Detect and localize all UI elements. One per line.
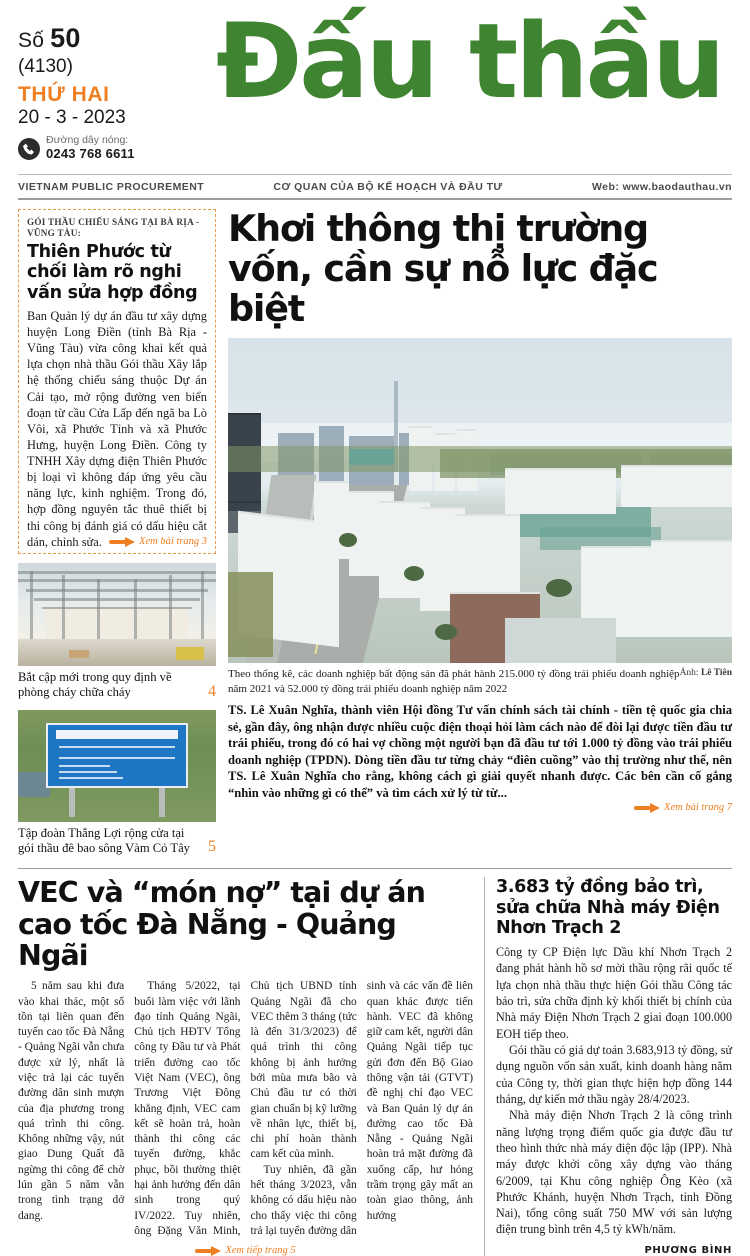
bottom-left-story	[18, 877, 485, 1256]
arrow-right-icon	[109, 537, 135, 546]
thumb-page-2: 5	[208, 838, 216, 856]
bottom-left-body	[18, 979, 473, 1239]
jump-link-continue-page5[interactable]	[195, 1245, 295, 1256]
masthead-logo-block	[214, 2, 732, 122]
masthead	[18, 0, 732, 170]
arrow-right-icon	[195, 1246, 221, 1255]
bottom-right-body	[496, 944, 732, 1238]
issue-code: (4130)	[18, 55, 73, 77]
paragraph: Công ty CP Điện lực Dầu khí Nhơn Trạch 2 đang phát hành hồ sơ mời thầu rộng rãi quốc tế lựa chọn nhà thầu thực hiện Gói thầu Công tác bảo trì, sửa chữa định kỳ khối thiết bị chính của Nhà máy Điện Nhơn Trạch 2 giai đoạn 100.000 EOH tiếp theo.	[496, 945, 732, 1041]
bottom-left-headline[interactable]: VEC và “món nợ” tại dự án cao tốc Đà Nẵng - Quảng Ngãi	[18, 876, 426, 972]
masthead-issue-block	[18, 18, 214, 162]
issue-line	[18, 24, 214, 54]
arrow-right-icon	[634, 803, 660, 812]
boxed-article-body: Ban Quản lý dự án đầu tư xây dựng huyện Long Điền (tỉnh Bà Rịa - Vũng Tàu) vừa công khai kết quả lựa chọn nhà thầu Gói thầu Xây lắp hệ thống chiếu sáng thuộc Dự án Cải tạo, mở rộng đường ven biển đoạn từ cầu Cửa Lấp đến ngã ba Lò Vôi, xã Phước Tỉnh và xã Phước Hưng, huyện Long Điền. Công ty TNHH Xây dựng điện Thiên Phước bị loại vì không đáp ứng yêu cầu năng lực, kinh nghiệm. Trong đó, hợp đồng nguyên tắc thuê thiết bị thi công bị đánh giá có dấu hiệu cắt dán, chỉnh sửa.	[27, 308, 207, 549]
left-column	[18, 209, 216, 856]
weekday: THỨ HAI	[18, 82, 110, 106]
boxed-article[interactable]	[18, 209, 216, 554]
paragraph: Gói thầu có giá dự toán 3.683,913 tỷ đồng, sử dụng nguồn vốn sản xuất, kinh doanh hàng năm của Công ty, thời gian thực hiện hợp đồng 144 tháng, dự kiến mở thầu ngày 28/4/2023.	[496, 1043, 732, 1106]
lead-headline[interactable]: Khơi thông thị trường vốn, cần sự nỗ lực đặc biệt	[228, 207, 658, 331]
issue-number: 50	[50, 23, 81, 53]
jump-link-page7[interactable]	[634, 802, 732, 813]
lower-section	[18, 869, 732, 1256]
masthead-footer	[18, 175, 732, 198]
warehouse-interior-photo	[18, 563, 216, 666]
bottom-left-jump-row	[18, 1245, 473, 1256]
hotline	[18, 135, 214, 161]
photo-credit-label: Ảnh:	[679, 668, 699, 679]
thumb-caption-text-2: Tập đoàn Thắng Lợi rộng cửa tại gói thầu đê bao sông Vàm Cỏ Tây	[18, 825, 190, 855]
thumb-caption-text-1: Bắt cập mới trong quy định về phòng cháy chữa cháy	[18, 669, 172, 700]
lead-jump-row	[228, 802, 732, 813]
agency-name: CƠ QUAN CỦA BỘ KẾ HOẠCH VÀ ĐẦU TƯ	[273, 181, 503, 193]
bottom-right-byline: PHƯƠNG BÌNH	[644, 1244, 732, 1256]
issue-label: Số	[18, 29, 45, 52]
thumb-caption-1	[18, 670, 216, 701]
paragraph: 5 năm sau khi đưa vào khai thác, một số tồn tại liên quan đến tuyến cao tốc Đà Nẵng - Quảng Ngãi vẫn chưa được xử lý, nhất là việc trả lại các tuyến đường dân sinh mượn của địa phương trong quá trình thi công. Không những vậy, nút giao Dung Quất đã ngừng thi công để chờ lún gần 5 năm vẫn trong tình trạng dở dang.	[18, 980, 125, 1222]
jump-link-label: Xem bài trang 3	[139, 535, 207, 547]
photo-credit-name: Lê Tiên	[700, 668, 732, 679]
paragraph: Tháng 5/2022, tại buổi làm việc với lãnh đạo tỉnh Quảng Ngãi, Chủ tịch HĐTV Tổng công ty Đầu tư và Phát triển đường cao tốc Việt Nam (VEC), ông Trương Việt Đông khẳng định, VEC cam kết sẽ hoàn trả, hoàn thành thi công các tuyến đường, khắc phục, bồi thường thiệt hại ảnh hưởng đến dân sinh trong quý IV/2022. Tuy nhiên, ông Đặng Văn Minh, Chủ tịch UBND tỉnh Quảng Ngãi đã cho VEC thêm 3 tháng (tức là đến 31/3/2023) để quá trình thi công không bị ảnh hưởng bởi mùa mưa bão và Chủ đầu tư có thời gian chuẩn bị kỹ lưỡng về nhân lực, thiết bị, chi phí hoàn thành cam kết của mình.	[134, 980, 357, 1237]
paragraph: Nhà máy điện Nhơn Trạch 2 là công trình năng lượng trọng điểm quốc gia được đầu tư theo hình thức nhà máy điện độc lập (IPP). Nhà máy được khởi công xây dựng vào tháng 6/2009, tại Khu công nghiệp Ông Kèo (xã Phước Khánh, huyện Nhơn Trạch, tỉnh Đồng Nai), tổng công suất 750 MW với sản lượng điện trung bình trên 4,5 tỷ kWh/năm.	[496, 1108, 732, 1237]
jump-link-label: Xem bài trang 7	[664, 801, 732, 813]
english-name: VIETNAM PUBLIC PROCUREMENT	[18, 181, 205, 193]
hotline-number: 0243 768 6611	[46, 146, 135, 162]
phone-icon	[18, 138, 40, 160]
thumb-block-2[interactable]	[18, 710, 216, 857]
website[interactable]: Web: www.baodauthau.vn	[592, 181, 732, 193]
hotline-label: Đường dây nóng:	[46, 134, 129, 147]
lead-photo-caption	[228, 667, 732, 696]
lead-photo-caption-text: Theo thống kê, các doanh nghiệp bất động sản đã phát hành 215.000 tỷ đồng trái phiếu doanh nghiệp năm 2021 và 52.000 tỷ đồng trái phiếu doanh nghiệp năm 2022	[228, 668, 680, 695]
thumb-page-1: 4	[208, 682, 216, 700]
bottom-right-headline[interactable]: 3.683 tỷ đồng bảo trì, sửa chữa Nhà máy Điện Nhơn Trạch 2	[496, 877, 720, 938]
dike-protection-sign-photo	[18, 710, 216, 822]
jump-link-page3[interactable]	[109, 536, 207, 547]
paragraph: Tuy nhiên, đã gần hết tháng 3/2023, vẫn không có dấu hiệu nào cho thấy việc thi công trả lại tuyến đường dân sinh và các vấn đề liên quan khác được tiến hành. VEC đã không giữ cam kết, người dân Quảng Ngãi tiếp tục gửi đơn đến Bộ Giao thông vận tải (GTVT) đề nghị chỉ đạo VEC và Ban Quản lý dự án đường cao tốc Đà Nẵng - Quảng Ngãi hoàn trả mặt đường đã xuống cấp, hư hỏng trầm trọng gây mất an toàn giao thông, ảnh hưởng	[250, 980, 473, 1237]
upper-section	[18, 200, 732, 856]
photo-credit	[680, 667, 732, 679]
thumb-caption-2	[18, 826, 216, 857]
boxed-article-kicker: GÓI THẦU CHIẾU SÁNG TẠI BÀ RỊA - VŨNG TÀU:	[27, 217, 200, 239]
urban-skyline-aerial-photo	[228, 338, 732, 663]
boxed-article-title[interactable]: Thiên Phước từ chối làm rõ nghi vấn sửa hợp đồng	[27, 242, 198, 303]
newspaper-logo: Đấu thầu	[216, 2, 723, 122]
lead-deck: TS. Lê Xuân Nghĩa, thành viên Hội đồng Tư vấn chính sách tài chính - tiền tệ quốc gia chia sẻ, gần đây, ông nhận được nhiều cuộc điện thoại hỏi làm cách nào để đòi lại được tiền đầu tư trái phiếu, trong đó có hai vợ chồng một người bạn đã đầu tư tới 1.000 tỷ đồng vào trái phiếu doanh nghiệp (TPDN). Dòng tiền đầu tư từng chảy “điên cuồng” vào thị trường như thế, nên TS. Lê Xuân Nghĩa cho rằng, không cách gì giải quyết nhanh được. Các bên cần cố gắng “nhìn vào những gì có thể” và tìm cách xử lý từ từ...	[228, 703, 732, 801]
lead-story	[228, 209, 732, 856]
jump-link-label: Xem tiếp trang 5	[225, 1245, 296, 1256]
issue-date: 20 - 3 - 2023	[18, 106, 126, 128]
thumb-block-1[interactable]	[18, 563, 216, 701]
bottom-right-story	[485, 877, 732, 1256]
